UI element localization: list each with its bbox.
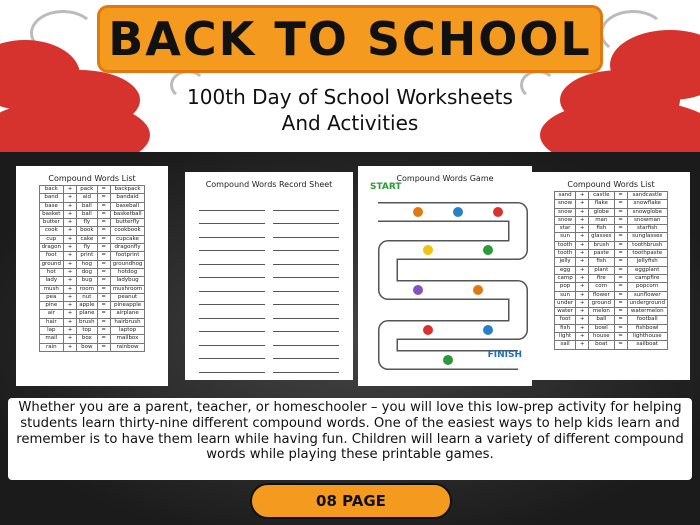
operator-cell: + xyxy=(576,316,589,324)
word-cell: house xyxy=(589,333,614,341)
operator-cell: + xyxy=(576,324,589,332)
word-cell: tooth xyxy=(555,250,576,258)
operator-cell: = xyxy=(97,186,110,194)
operator-cell: = xyxy=(614,216,627,224)
game-finish-label: FINISH xyxy=(487,350,522,360)
word-cell: foot xyxy=(555,316,576,324)
operator-cell: + xyxy=(576,333,589,341)
word-cell: sail xyxy=(555,341,576,349)
word-cell: mushroom xyxy=(110,285,145,293)
word-table xyxy=(39,185,146,352)
record-line xyxy=(199,305,339,319)
word-cell: snowglobe xyxy=(627,208,667,216)
subtitle xyxy=(120,84,580,136)
word-cell: glasses xyxy=(589,233,614,241)
word-cell: tooth xyxy=(555,241,576,249)
operator-cell: + xyxy=(576,241,589,249)
word-cell: cupcake xyxy=(110,235,145,243)
table-row xyxy=(555,291,668,299)
word-cell: aid xyxy=(77,194,98,202)
word-cell: snowflake xyxy=(627,200,667,208)
operator-cell: + xyxy=(576,225,589,233)
record-line xyxy=(199,278,339,292)
record-lines xyxy=(199,197,339,373)
operator-cell: = xyxy=(614,200,627,208)
word-cell: sun xyxy=(555,291,576,299)
word-cell: hotdog xyxy=(110,268,145,276)
operator-cell: = xyxy=(97,318,110,326)
operator-cell: + xyxy=(576,283,589,291)
operator-cell: + xyxy=(64,318,77,326)
operator-cell: = xyxy=(614,225,627,233)
game-board xyxy=(368,190,534,370)
word-cell: ground xyxy=(39,260,63,268)
word-cell: basketball xyxy=(110,210,145,218)
word-cell: football xyxy=(627,316,667,324)
word-cell: sun xyxy=(555,233,576,241)
word-cell: lap xyxy=(39,327,63,335)
word-cell: mailbox xyxy=(110,335,145,343)
word-cell: bandaid xyxy=(110,194,145,202)
table-row xyxy=(555,250,668,258)
word-cell: print xyxy=(77,252,98,260)
word-cell: hot xyxy=(39,268,63,276)
operator-cell: = xyxy=(97,202,110,210)
operator-cell: = xyxy=(614,274,627,282)
sheet-record xyxy=(189,176,349,376)
word-cell: mush xyxy=(39,285,63,293)
table-row xyxy=(39,277,145,285)
word-cell: flake xyxy=(589,200,614,208)
table-row xyxy=(39,210,145,218)
word-cell: starfish xyxy=(627,225,667,233)
operator-cell: + xyxy=(64,285,77,293)
word-cell: bug xyxy=(77,277,98,285)
word-cell: dragon xyxy=(39,244,63,252)
page-title: BACK TO SCHOOL xyxy=(108,12,592,66)
word-cell: hair xyxy=(39,318,63,326)
operator-cell: + xyxy=(576,200,589,208)
operator-cell: + xyxy=(576,258,589,266)
table-row xyxy=(39,318,145,326)
word-cell: bowl xyxy=(589,324,614,332)
operator-cell: + xyxy=(576,308,589,316)
word-cell: pine xyxy=(39,302,63,310)
operator-cell: + xyxy=(64,310,77,318)
word-cell: snow xyxy=(555,216,576,224)
word-cell: water xyxy=(555,308,576,316)
table-row xyxy=(39,327,145,335)
title-badge xyxy=(100,8,600,70)
operator-cell: = xyxy=(97,335,110,343)
subtitle-line-2: And Activities xyxy=(281,111,419,135)
game-start-label: START xyxy=(370,182,402,192)
word-cell: brush xyxy=(77,318,98,326)
table-row xyxy=(39,186,145,194)
operator-cell: = xyxy=(97,219,110,227)
operator-cell: = xyxy=(614,208,627,216)
operator-cell: = xyxy=(97,285,110,293)
word-cell: top xyxy=(77,327,98,335)
word-cell: under xyxy=(555,299,576,307)
table-row xyxy=(555,341,668,349)
word-cell: flower xyxy=(589,291,614,299)
word-cell: fish xyxy=(555,324,576,332)
operator-cell: + xyxy=(576,250,589,258)
table-row xyxy=(39,293,145,301)
table-row xyxy=(555,333,668,341)
operator-cell: = xyxy=(97,235,110,243)
table-row xyxy=(39,235,145,243)
table-row xyxy=(555,233,668,241)
record-line xyxy=(199,332,339,346)
word-cell: ball xyxy=(589,316,614,324)
word-cell: star xyxy=(555,225,576,233)
operator-cell: + xyxy=(64,343,77,351)
operator-cell: + xyxy=(64,327,77,335)
table-row xyxy=(39,335,145,343)
operator-cell: = xyxy=(97,260,110,268)
word-cell: sunflower xyxy=(627,291,667,299)
operator-cell: + xyxy=(64,277,77,285)
word-cell: sand xyxy=(555,192,576,200)
operator-cell: + xyxy=(64,293,77,301)
operator-cell: + xyxy=(64,302,77,310)
word-cell: snow xyxy=(555,208,576,216)
operator-cell: = xyxy=(97,252,110,260)
table-row xyxy=(555,299,668,307)
word-cell: laptop xyxy=(110,327,145,335)
word-cell: fire xyxy=(589,274,614,282)
operator-cell: + xyxy=(64,210,77,218)
table-row xyxy=(39,310,145,318)
table-row xyxy=(39,219,145,227)
word-cell: camp xyxy=(555,274,576,282)
word-cell: fly xyxy=(77,244,98,252)
operator-cell: + xyxy=(64,194,77,202)
table-row xyxy=(555,241,668,249)
word-cell: box xyxy=(77,335,98,343)
operator-cell: + xyxy=(576,299,589,307)
word-cell: foot xyxy=(39,252,63,260)
description-box xyxy=(8,398,692,480)
word-table xyxy=(554,191,668,350)
operator-cell: + xyxy=(576,192,589,200)
word-cell: ball xyxy=(77,202,98,210)
word-cell: fish xyxy=(589,258,614,266)
sheet-compound-list-2 xyxy=(536,176,686,376)
word-cell: dog xyxy=(77,268,98,276)
word-cell: cup xyxy=(39,235,63,243)
word-cell: snow xyxy=(555,200,576,208)
word-cell: sunglasses xyxy=(627,233,667,241)
page-count-badge: 08 PAGE xyxy=(250,483,452,519)
table-row xyxy=(39,285,145,293)
sheet-title: Compound Words Game xyxy=(396,174,494,183)
record-line xyxy=(199,265,339,279)
word-cell: globe xyxy=(589,208,614,216)
operator-cell: + xyxy=(576,233,589,241)
record-line xyxy=(199,238,339,252)
operator-cell: = xyxy=(614,283,627,291)
table-row xyxy=(39,260,145,268)
sheet-title: Compound Words List xyxy=(567,180,655,189)
table-row xyxy=(555,316,668,324)
table-row xyxy=(39,252,145,260)
word-cell: toothpaste xyxy=(627,250,667,258)
operator-cell: = xyxy=(97,268,110,276)
word-cell: apple xyxy=(77,302,98,310)
operator-cell: + xyxy=(64,235,77,243)
word-cell: eggplant xyxy=(627,266,667,274)
word-cell: rainbow xyxy=(110,343,145,351)
word-cell: dragonfly xyxy=(110,244,145,252)
operator-cell: = xyxy=(97,227,110,235)
operator-cell: = xyxy=(614,258,627,266)
word-cell: popcorn xyxy=(627,283,667,291)
operator-cell: + xyxy=(64,260,77,268)
operator-cell: = xyxy=(614,291,627,299)
record-line xyxy=(199,346,339,360)
sheet-title: Compound Words List xyxy=(48,174,136,183)
word-cell: egg xyxy=(555,266,576,274)
table-row xyxy=(555,324,668,332)
word-cell: sailboat xyxy=(627,341,667,349)
word-cell: ladybug xyxy=(110,277,145,285)
table-row xyxy=(555,192,668,200)
operator-cell: + xyxy=(576,266,589,274)
word-cell: paste xyxy=(589,250,614,258)
operator-cell: = xyxy=(97,343,110,351)
word-cell: corn xyxy=(589,283,614,291)
word-cell: light xyxy=(555,333,576,341)
table-row xyxy=(39,343,145,351)
table-row xyxy=(555,216,668,224)
word-cell: pea xyxy=(39,293,63,301)
word-cell: lady xyxy=(39,277,63,285)
word-cell: butter xyxy=(39,219,63,227)
word-cell: brush xyxy=(589,241,614,249)
operator-cell: = xyxy=(614,316,627,324)
table-row xyxy=(555,200,668,208)
word-cell: sandcastle xyxy=(627,192,667,200)
word-cell: plant xyxy=(589,266,614,274)
word-cell: cake xyxy=(77,235,98,243)
word-cell: castle xyxy=(589,192,614,200)
word-cell: ball xyxy=(77,210,98,218)
table-row xyxy=(555,274,668,282)
word-cell: cookbook xyxy=(110,227,145,235)
word-cell: groundhog xyxy=(110,260,145,268)
word-cell: nut xyxy=(77,293,98,301)
table-row xyxy=(555,208,668,216)
word-cell: butterfly xyxy=(110,219,145,227)
operator-cell: + xyxy=(576,216,589,224)
word-cell: campfire xyxy=(627,274,667,282)
word-cell: room xyxy=(77,285,98,293)
operator-cell: = xyxy=(614,233,627,241)
operator-cell: + xyxy=(64,219,77,227)
record-line xyxy=(199,224,339,238)
operator-cell: = xyxy=(97,302,110,310)
table-row xyxy=(39,244,145,252)
word-cell: fishbowl xyxy=(627,324,667,332)
word-cell: rain xyxy=(39,343,63,351)
word-cell: snowman xyxy=(627,216,667,224)
operator-cell: = xyxy=(97,310,110,318)
word-cell: band xyxy=(39,194,63,202)
sheet-title: Compound Words Record Sheet xyxy=(205,180,333,189)
word-cell: airplane xyxy=(110,310,145,318)
operator-cell: + xyxy=(64,227,77,235)
word-cell: footprint xyxy=(110,252,145,260)
word-cell: man xyxy=(589,216,614,224)
operator-cell: = xyxy=(614,299,627,307)
word-cell: toothbrush xyxy=(627,241,667,249)
operator-cell: = xyxy=(614,324,627,332)
record-line xyxy=(199,359,339,373)
operator-cell: + xyxy=(576,291,589,299)
word-cell: ground xyxy=(589,299,614,307)
word-cell: hog xyxy=(77,260,98,268)
word-cell: air xyxy=(39,310,63,318)
word-cell: pack xyxy=(77,186,98,194)
table-row xyxy=(555,225,668,233)
operator-cell: + xyxy=(576,274,589,282)
sheet-compound-list-1 xyxy=(20,170,164,382)
word-cell: fly xyxy=(77,219,98,227)
word-cell: melon xyxy=(589,308,614,316)
word-cell: bow xyxy=(77,343,98,351)
table-row xyxy=(39,302,145,310)
operator-cell: = xyxy=(614,192,627,200)
word-cell: jellyfish xyxy=(627,258,667,266)
table-row xyxy=(39,194,145,202)
record-line xyxy=(199,319,339,333)
operator-cell: = xyxy=(97,277,110,285)
operator-cell: + xyxy=(576,341,589,349)
word-cell: back xyxy=(39,186,63,194)
table-row xyxy=(555,283,668,291)
operator-cell: + xyxy=(64,244,77,252)
table-row xyxy=(39,227,145,235)
operator-cell: = xyxy=(97,327,110,335)
record-line xyxy=(199,251,339,265)
subtitle-line-1: 100th Day of School Worksheets xyxy=(187,85,513,109)
operator-cell: = xyxy=(614,333,627,341)
table-row xyxy=(39,268,145,276)
operator-cell: = xyxy=(614,308,627,316)
word-cell: base xyxy=(39,202,63,210)
table-row xyxy=(555,308,668,316)
operator-cell: + xyxy=(64,252,77,260)
operator-cell: = xyxy=(97,210,110,218)
description-text: Whether you are a parent, teacher, or homeschooler – you will love this low-prep activity for helping students learn thirty-nine different compound words. One of the easiest ways to help kids learn and remember is to have them learn while having fun. Children will learn a variety of different compound words while playing these printable games. xyxy=(16,400,684,463)
word-cell: peanut xyxy=(110,293,145,301)
record-line xyxy=(199,197,339,211)
operator-cell: = xyxy=(97,194,110,202)
word-cell: pineapple xyxy=(110,302,145,310)
word-cell: hairbrush xyxy=(110,318,145,326)
word-cell: plane xyxy=(77,310,98,318)
operator-cell: + xyxy=(64,268,77,276)
operator-cell: = xyxy=(614,266,627,274)
table-row xyxy=(39,202,145,210)
word-cell: underground xyxy=(627,299,667,307)
word-cell: fish xyxy=(589,225,614,233)
operator-cell: + xyxy=(64,335,77,343)
word-cell: watermelon xyxy=(627,308,667,316)
sheet-game xyxy=(362,170,528,382)
operator-cell: = xyxy=(614,341,627,349)
record-line xyxy=(199,211,339,225)
word-cell: book xyxy=(77,227,98,235)
word-cell: mail xyxy=(39,335,63,343)
word-cell: basket xyxy=(39,210,63,218)
operator-cell: = xyxy=(97,293,110,301)
operator-cell: + xyxy=(64,202,77,210)
table-row xyxy=(555,258,668,266)
header-banner xyxy=(0,0,700,152)
operator-cell: + xyxy=(576,208,589,216)
word-cell: cook xyxy=(39,227,63,235)
record-line xyxy=(199,292,339,306)
operator-cell: = xyxy=(614,250,627,258)
word-cell: pop xyxy=(555,283,576,291)
word-cell: boat xyxy=(589,341,614,349)
table-row xyxy=(555,266,668,274)
operator-cell: = xyxy=(614,241,627,249)
word-cell: jelly xyxy=(555,258,576,266)
operator-cell: = xyxy=(97,244,110,252)
word-cell: backpack xyxy=(110,186,145,194)
operator-cell: + xyxy=(64,186,77,194)
word-cell: baseball xyxy=(110,202,145,210)
word-cell: lighthouse xyxy=(627,333,667,341)
